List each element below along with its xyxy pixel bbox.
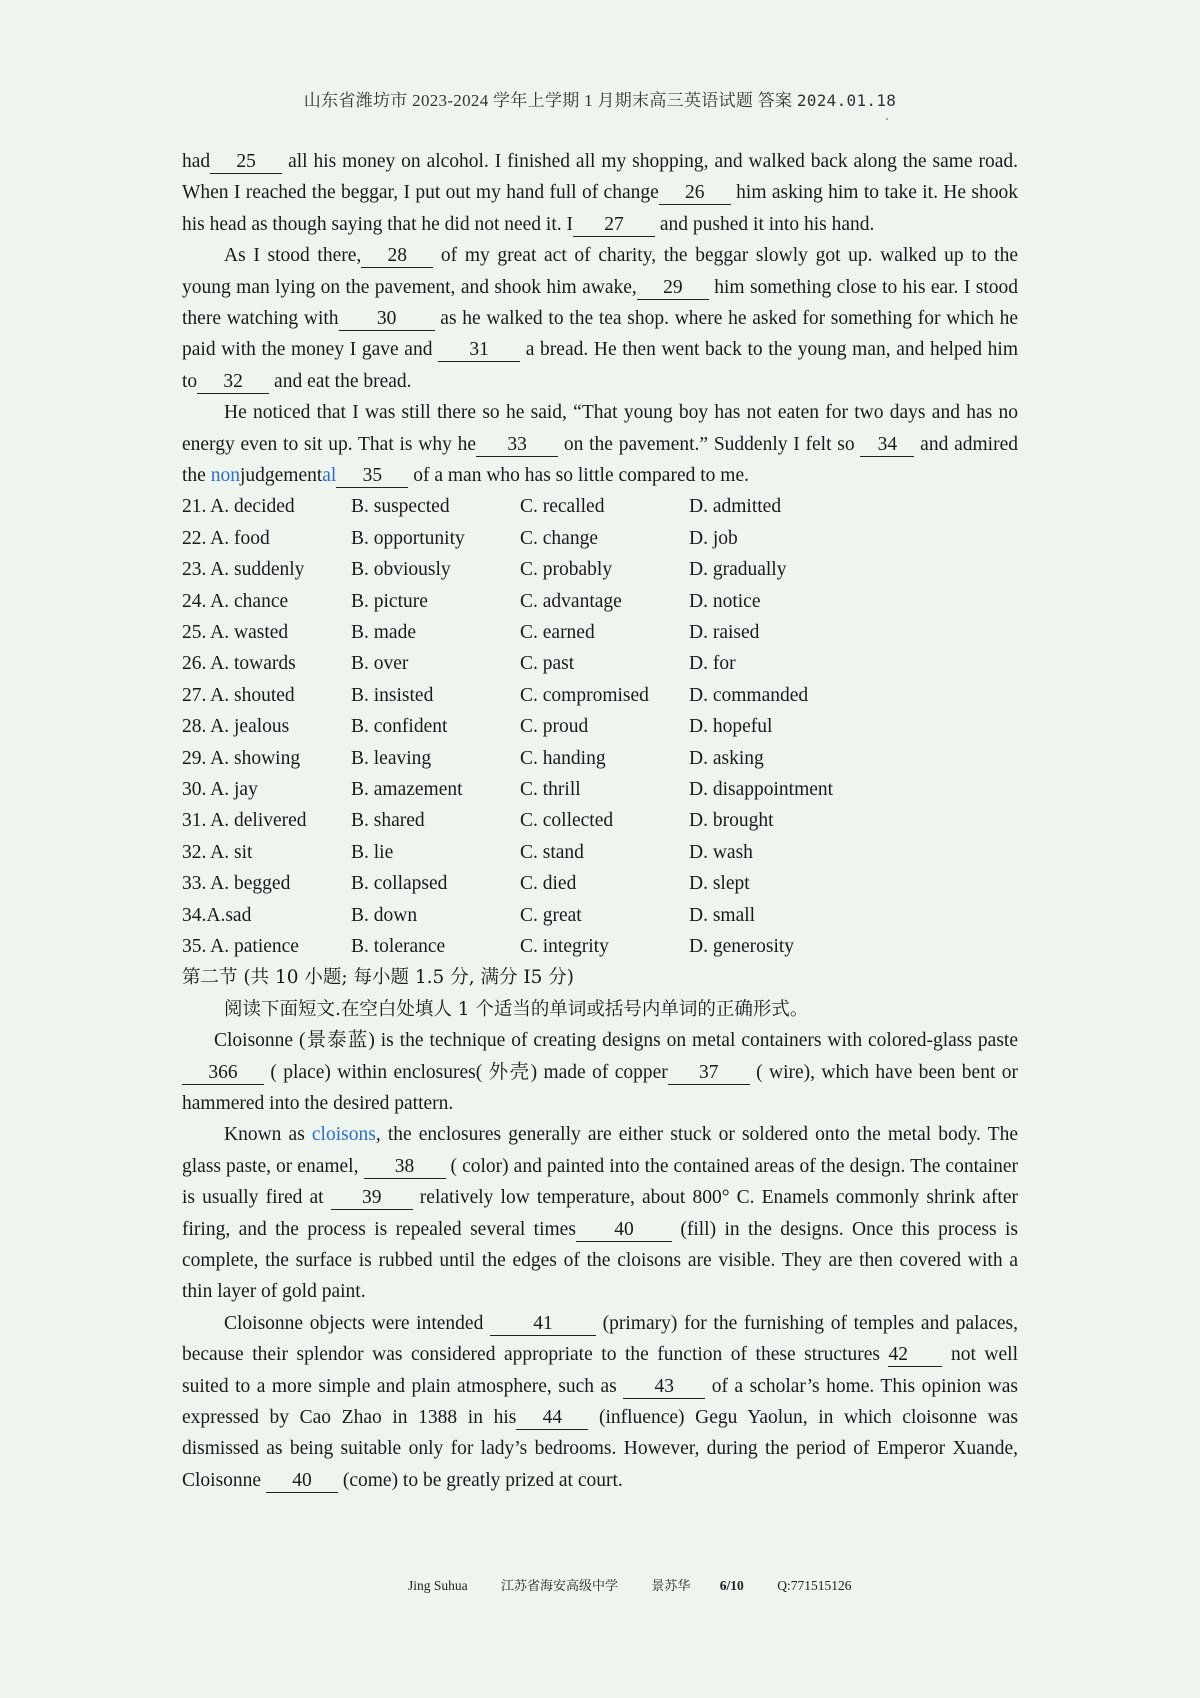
option-row — [182, 711, 1018, 742]
passage1-paragraph-3 — [182, 397, 1018, 491]
passage2-paragraph-3 — [182, 1308, 1018, 1496]
blank-35: 35 — [336, 465, 408, 488]
option-row — [182, 900, 1018, 931]
blank-27: 27 — [573, 214, 655, 237]
passage1-paragraph-1 — [182, 146, 1018, 240]
option-c: C. probably — [520, 559, 613, 581]
page-header — [0, 86, 1200, 111]
blank-38: 38 — [364, 1156, 446, 1179]
option-b: B. lie — [351, 841, 394, 863]
option-a: 35. A. patience — [182, 935, 299, 957]
blank-32: 32 — [197, 371, 269, 394]
option-a: 22. A. food — [182, 527, 270, 549]
option-row — [182, 805, 1018, 836]
text: and admired the — [182, 433, 1019, 487]
text: and eat the bread. — [269, 370, 412, 392]
footer-contact: Q:771515126 — [777, 1578, 852, 1593]
option-row — [182, 680, 1018, 711]
text: (come) to be greatly prized at court. — [337, 1469, 623, 1491]
text: (influence) Gegu Yaolun, in which cloisonne was dismissed as being suitable only for lady’s bedrooms. However, during the period of Emperor Xuande, Cloisonne — [182, 1407, 1018, 1491]
blank-37: 37 — [668, 1062, 750, 1085]
text: (fill) in the designs. Once this process is complete, the surface is rubbed until the edges of the cloisons are visible. They are then covered with a thin layer of gold paint. — [182, 1218, 1019, 1303]
highlighted-text: non — [210, 465, 240, 487]
page-body — [182, 146, 1018, 1496]
option-d: D. hopeful — [689, 716, 773, 738]
option-a: 27. A. shouted — [182, 684, 295, 706]
blank-28: 28 — [361, 245, 433, 268]
option-a: 31. A. delivered — [182, 810, 307, 832]
option-a: 26. A. towards — [182, 653, 296, 675]
option-b: B. made — [351, 622, 416, 644]
text: Known as — [224, 1124, 312, 1146]
option-d: D. for — [689, 653, 736, 675]
option-a: 33. A. begged — [182, 873, 291, 895]
option-c: C. died — [520, 873, 577, 895]
option-a: 25. A. wasted — [182, 622, 289, 644]
blank-36: 366 — [182, 1062, 264, 1085]
option-b: B. picture — [351, 590, 428, 612]
footer-author: 景苏华 — [651, 1579, 691, 1594]
option-a: 21. A. decided — [182, 496, 295, 518]
option-d: D. notice — [689, 590, 761, 612]
blank-45: 40 — [266, 1470, 338, 1493]
text: As I stood there, — [224, 245, 362, 267]
text: him something close to his ear. I stood there watching with — [182, 276, 1018, 330]
text: judgement — [239, 465, 323, 487]
option-b: B. collapsed — [351, 873, 448, 895]
text: as he walked to the tea shop. where he asked for something for which he paid with the money I gave and — [182, 308, 1018, 361]
option-c: C. recalled — [520, 496, 605, 518]
option-b: B. insisted — [351, 684, 434, 706]
text: ( place) within enclosures( 外壳) made of copper — [264, 1061, 668, 1083]
header-date: 2024.01.18 — [796, 91, 897, 110]
highlighted-text: al — [322, 465, 337, 487]
option-d: D. disappointment — [689, 778, 834, 800]
blank-30: 30 — [339, 308, 435, 331]
text: Cloisonne (景泰蓝) is the technique of creating designs on metal containers with colored-glass paste — [214, 1030, 1018, 1052]
option-row — [182, 491, 1018, 522]
option-d: D. gradually — [689, 559, 787, 581]
text: all his money on alcohol. I finished all my shopping, and walked back along the same road. When I reached the beggar, I put out my hand full of change — [182, 151, 1018, 204]
passage2-paragraph-2 — [182, 1119, 1018, 1307]
option-c: C. change — [520, 527, 598, 549]
option-d: D. small — [689, 904, 756, 926]
option-b: B. shared — [351, 810, 425, 832]
option-c: C. thrill — [520, 778, 581, 800]
option-b: B. suspected — [351, 496, 450, 518]
option-a: 32. A. sit — [182, 841, 253, 863]
blank-40: 40 — [576, 1219, 672, 1242]
option-d: D. slept — [689, 873, 750, 895]
option-c: C. handing — [520, 747, 606, 769]
text: relatively low temperature, about 800° C. Enamels commonly shrink after firing, and the process is repealed several times — [182, 1187, 1018, 1240]
option-b: B. opportunity — [351, 527, 465, 549]
option-a: 28. A. jealous — [182, 716, 290, 738]
text: ( wire), which have been bent or hammered into the desired pattern. — [182, 1061, 1018, 1114]
option-c: C. integrity — [520, 935, 609, 957]
blank-25: 25 — [210, 151, 282, 174]
option-c: C. advantage — [520, 590, 622, 612]
option-b: B. obviously — [351, 559, 451, 581]
option-d: D. raised — [689, 622, 760, 644]
blank-42: 42 — [888, 1344, 942, 1367]
option-b: B. down — [351, 904, 418, 926]
option-row — [182, 523, 1018, 554]
text: and pushed it into his hand. — [655, 213, 875, 235]
text: him asking him to take it. He shook his head as though saying that he did not need it. I — [182, 182, 1019, 235]
highlighted-text: cloisons — [311, 1124, 376, 1146]
options-list — [182, 491, 1018, 962]
section2-instruction: 阅读下面短文.在空白处填人 1 个适当的单词或括号内单词的正确形式。 — [224, 998, 809, 1020]
text: ( color) and painted into the contained areas of the design. The container is usually fired at — [182, 1155, 1018, 1209]
text: Cloisonne objects were intended — [224, 1312, 490, 1334]
footer-school: 江苏省海安高级中学 — [501, 1579, 619, 1594]
option-a: 29. A. showing — [182, 747, 301, 769]
page-footer — [408, 1575, 851, 1594]
option-row — [182, 931, 1018, 962]
header-title: 山东省潍坊市 2023-2024 学年上学期 1 月期末高三英语试题 答案 — [303, 91, 793, 110]
blank-31: 31 — [438, 339, 520, 362]
blank-41: 41 — [490, 1313, 596, 1336]
option-a: 23. A. suddenly — [182, 559, 305, 581]
option-row — [182, 554, 1018, 585]
blank-39: 39 — [331, 1187, 413, 1210]
option-row — [182, 774, 1018, 805]
option-a: 34.A.sad — [182, 904, 252, 926]
option-b: B. confident — [351, 716, 448, 738]
option-row — [182, 868, 1018, 899]
option-c: C. compromised — [520, 684, 649, 706]
text: a bread. He then went back to the young man, and helped him to — [182, 339, 1018, 392]
option-d: D. generosity — [689, 935, 795, 957]
option-c: C. earned — [520, 622, 595, 644]
blank-33: 33 — [476, 434, 558, 457]
option-d: D. asking — [689, 747, 764, 769]
text: He noticed that I was still there so he said, “That young boy has not eaten for two days and has no energy even to sit up. That is why he — [182, 402, 1018, 455]
text: had — [182, 151, 211, 172]
option-d: D. wash — [689, 841, 753, 863]
text: not well suited to a more simple and plain atmosphere, such as — [182, 1344, 1018, 1397]
option-row — [182, 837, 1018, 868]
option-c: C. past — [520, 653, 575, 675]
blank-34: 34 — [860, 434, 914, 457]
option-c: C. great — [520, 904, 582, 926]
option-b: B. over — [351, 653, 409, 675]
option-row — [182, 617, 1018, 648]
option-d: D. commanded — [689, 684, 809, 706]
option-a: 30. A. jay — [182, 778, 258, 800]
option-a: 24. A. chance — [182, 590, 289, 612]
text: (primary) for the furnishing of temples and palaces, because their splendor was considered appropriate to the function of these structures — [182, 1312, 1018, 1366]
option-c: C. proud — [520, 716, 589, 738]
section2-heading: 第二节 (共 10 小题; 每小题 1.5 分, 满分 I5 分) — [182, 967, 575, 989]
header-dot — [886, 118, 888, 120]
option-row — [182, 586, 1018, 617]
option-d: D. job — [689, 527, 738, 549]
blank-26: 26 — [659, 182, 731, 205]
passage2-paragraph-1 — [182, 1025, 1018, 1119]
text: of a man who has so little compared to me. — [408, 465, 749, 487]
option-c: C. collected — [520, 810, 614, 832]
passage1-paragraph-2 — [182, 240, 1018, 397]
text: of a scholar’s home. This opinion was expressed by Cao Zhao in 1388 in his — [182, 1375, 1018, 1429]
blank-29: 29 — [637, 277, 709, 300]
option-d: D. brought — [689, 810, 774, 832]
option-b: B. amazement — [351, 778, 463, 800]
blank-43: 43 — [623, 1376, 705, 1399]
text: , the enclosures generally are either stuck or soldered onto the metal body. The glass paste, or enamel, — [182, 1124, 1018, 1177]
text: of my great act of charity, the beggar slowly got up. walked up to the young man lying on the pavement, and shook him awake, — [182, 245, 1018, 298]
text: on the pavement.” Suddenly I felt so — [558, 433, 861, 455]
option-b: B. leaving — [351, 747, 432, 769]
footer-name: Jing Suhua — [408, 1578, 468, 1593]
option-c: C. stand — [520, 841, 584, 863]
footer-page-number: 6/10 — [719, 1578, 744, 1593]
option-b: B. tolerance — [351, 935, 446, 957]
option-d: D. admitted — [689, 496, 782, 518]
option-row — [182, 743, 1018, 774]
option-row — [182, 648, 1018, 679]
blank-44: 44 — [516, 1407, 588, 1430]
